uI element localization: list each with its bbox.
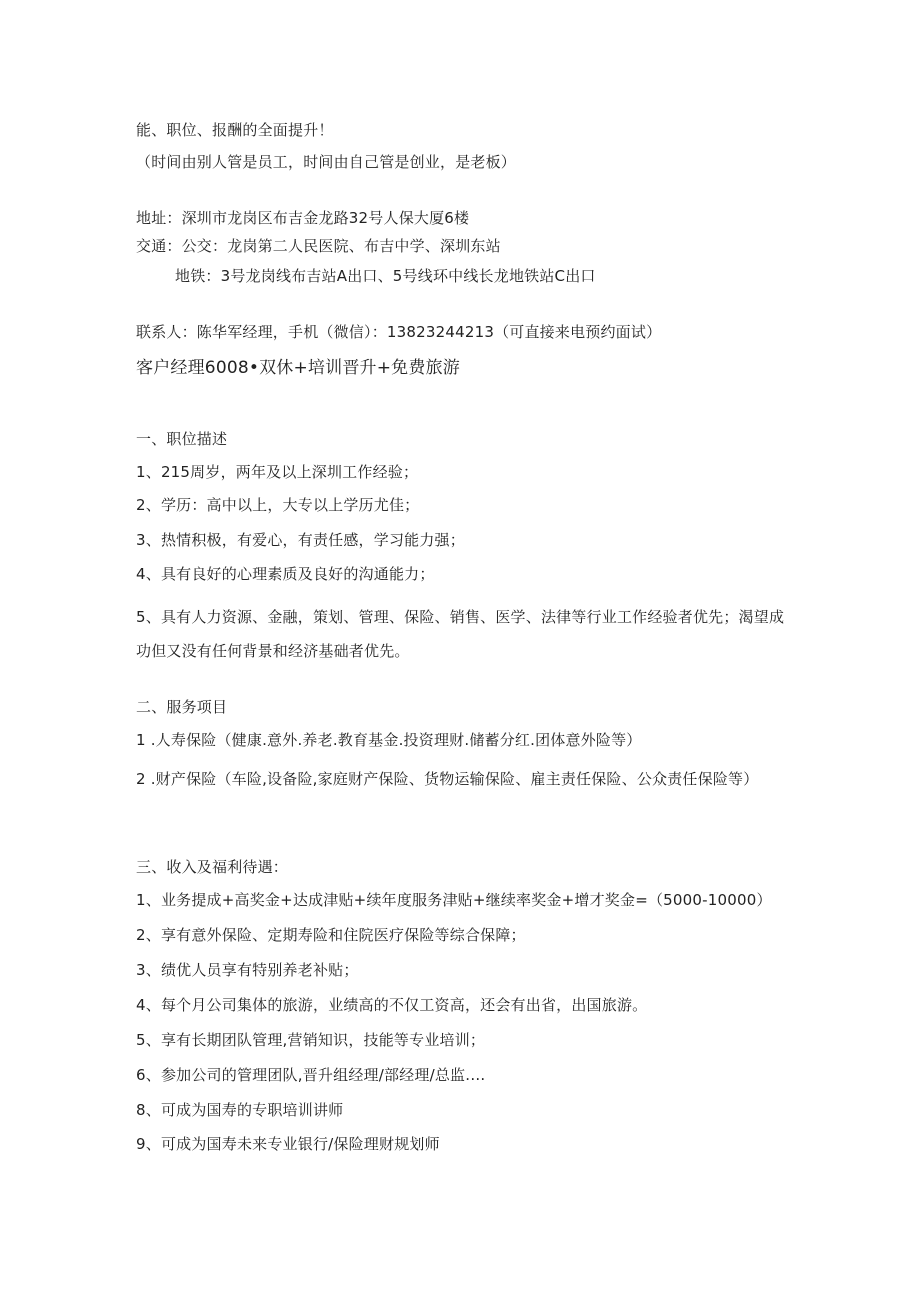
transport-metro-text: 地铁：3号龙岗线布吉站A出口、5号线环中线长龙地铁站C出口 xyxy=(175,267,596,285)
job-title: 客户经理6008•双休+培训晋升+免费旅游 xyxy=(136,358,460,378)
section-2-heading: 二、服务项目 xyxy=(136,698,228,716)
section-1-item: 4、具有良好的心理素质及良好的沟通能力； xyxy=(136,565,435,583)
section-3-item: 6、参加公司的管理团队,晋升组经理/部经理/总监.… xyxy=(136,1066,486,1084)
section-1-item: 2、学历：高中以上，大专以上学历尤佳； xyxy=(136,496,420,514)
section-2-item: 2 .财产保险（车险,设备险,家庭财产保险、货物运输保险、雇主责任保险、公众责任保险等） xyxy=(136,770,759,788)
intro-line-1: 能、职位、报酬的全面提升！ xyxy=(136,121,334,139)
intro-line-2: （时间由别人管是员工，时间由自己管是创业，是老板） xyxy=(136,153,517,171)
section-3-item: 9、可成为国寿未来专业银行/保险理财规划师 xyxy=(136,1135,440,1153)
section-2-item: 1 .人寿保险（健康.意外.养老.教育基金.投资理财.储蓄分红.团体意外险等） xyxy=(136,731,642,749)
section-1-item: 1、215周岁，两年及以上深圳工作经验； xyxy=(136,463,419,481)
transport-bus-text: 交通：公交：龙岗第二人民医院、布吉中学、深圳东站 xyxy=(136,237,501,255)
address-text: 地址：深圳市龙岗区布吉金龙路32号人保大厦6楼 xyxy=(136,209,470,227)
section-3-item: 3、绩优人员享有特别养老补贴； xyxy=(136,961,359,979)
section-3-item: 5、享有长期团队管理,营销知识，技能等专业培训； xyxy=(136,1031,486,1049)
section-1-heading: 一、职位描述 xyxy=(136,430,228,448)
section-3-heading: 三、收入及福利待遇： xyxy=(136,858,289,876)
section-3-item: 2、享有意外保险、定期寿险和住院医疗保险等综合保障； xyxy=(136,926,526,944)
contact-person-text: 联系人：陈华军经理，手机（微信）：13823244213（可直接来电预约面试） xyxy=(136,323,662,341)
section-3-item: 1、业务提成+高奖金+达成津贴+续年度服务津贴+继续率奖金+增才奖金=（5000-10000） xyxy=(136,891,772,909)
section-3-item: 4、每个月公司集体的旅游，业绩高的不仅工资高，还会有出省，出国旅游。 xyxy=(136,996,648,1014)
section-1-item: 3、热情积极，有爱心，有责任感，学习能力强； xyxy=(136,531,465,549)
section-1-item: 5、具有人力资源、金融，策划、管理、保险、销售、医学、法律等行业工作经验者优先；渴望成功但又没有任何背景和经济基础者优先。 xyxy=(136,608,785,660)
section-3-item: 8、可成为国寿的专职培训讲师 xyxy=(136,1101,344,1119)
